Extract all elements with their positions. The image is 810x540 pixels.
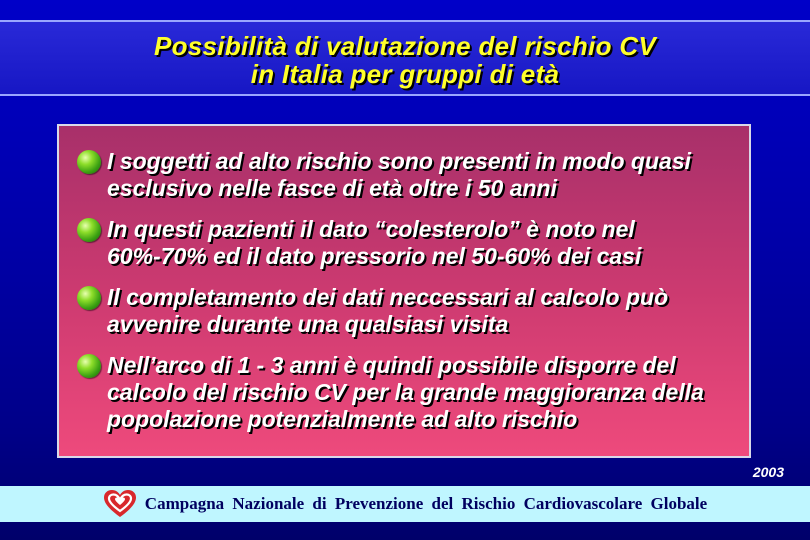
bullet-item [77,148,747,202]
green-bullet-icon [77,286,101,310]
footer-bar [0,486,810,522]
title-bar [0,20,810,96]
slide-title-line-2: in Italia per gruppi di età [250,59,560,89]
footer-campaign-text: Campagna Nazionale di Prevenzione del Rischio Cardiovascolare Globale [144,494,708,513]
year-label: 2003 [752,464,784,480]
slide-title-line-1: Possibilità di valutazione del rischio CV [153,31,657,61]
bullet-text: Nell’arco di 1 - 3 anni è quindi possibile disporre del calcolo del rischio CV per la grande maggioranza della popolazione potenzialmente ad alto rischio [107,352,704,432]
content-panel [57,124,751,458]
green-bullet-icon [77,218,101,242]
heart-logo-icon [103,489,137,519]
green-bullet-icon [77,354,101,378]
bullet-text: Il completamento dei dati neccessari al calcolo può avvenire durante una qualsiasi visita [107,284,669,337]
green-bullet-icon [77,150,101,174]
bullet-item [77,284,747,338]
bullet-text: I soggetti ad alto rischio sono presenti in modo quasi esclusivo nelle fasce di età oltre i 50 anni [107,148,692,201]
bullet-text: In questi pazienti il dato “colesterolo” è noto nel 60%-70% ed il dato pressorio nel 50-60% dei casi [107,216,642,269]
bullet-item [77,216,747,270]
bullet-item [77,352,747,433]
